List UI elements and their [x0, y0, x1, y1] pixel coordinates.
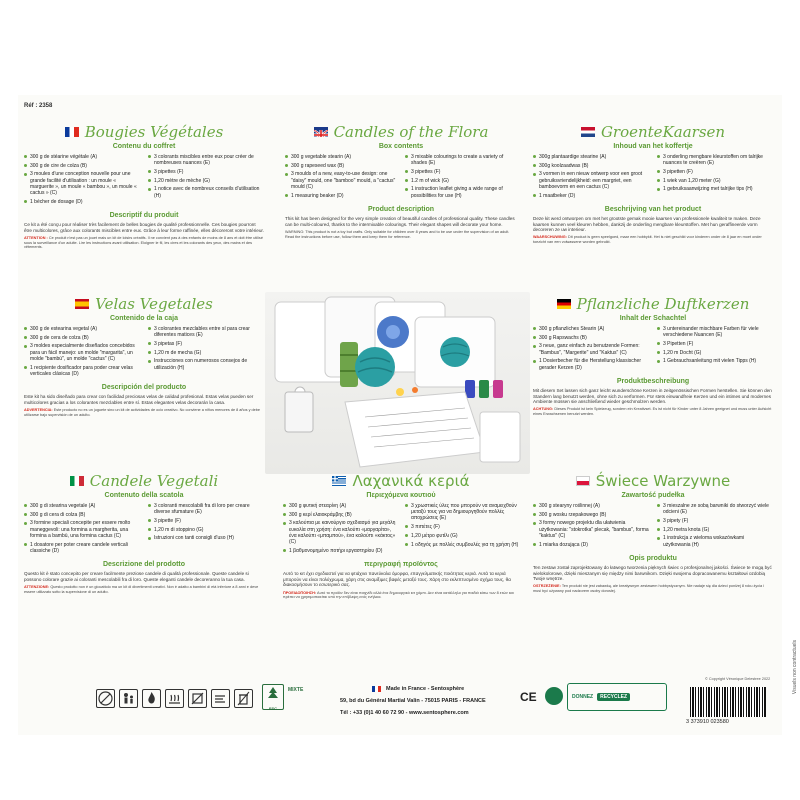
poland-flag-icon — [576, 476, 590, 486]
list-item: 300 g rapeseed wax (B) — [285, 163, 397, 169]
list-item: 300 g stearyny roślinnej (A) — [533, 503, 649, 509]
hot-surface-icon — [165, 689, 184, 708]
section-title: Candele Vegetali — [89, 472, 219, 490]
warning-label: OSTRZEŻENIE: — [533, 584, 561, 589]
recycle-badge — [567, 683, 667, 711]
list-item: 300g plantaardige stearine (A) — [533, 154, 649, 160]
description-text: Αυτό το κιτ έχει σχεδιαστεί για να φτιάχνει πανεύκολα όμορφα, επαγγελματικής ποιότητας κεριά. Αυτά τα κεριά μπορούν να είναι πολύχρωμα, χάρη στις αναμίξιμες βαφές μεταξύ τους. Χάρη στο εκλεπτυσμένο σχήμα τους, θα διακοσμήσουν το εσωτερικό σας. — [283, 571, 511, 588]
section-french — [24, 123, 264, 250]
description-heading: Descrizione del prodotto — [102, 561, 186, 569]
contents-list-left — [533, 326, 649, 373]
contact-line: Tél : +33 (0)1 40 60 72 90 - www.sentosphere.com — [340, 710, 469, 716]
contents-list-left — [533, 503, 649, 550]
description-text: Ten zestaw został zaprojektowany do łatwego tworzenia pięknych świec o profesjonalnej jakości. Świece te mogą być wielokolorowe, dzięki mieszanym się między nimi barwnikom. Dzięki swojemu dopracowanemu kształtowi ozdobią Twoje wnętrze. — [533, 565, 772, 582]
warning-body: Dit product is geen speelgoed, maar een hobbykit. Het is niet geschikt voor kinderen onder de 8 jaar en moet onder toezicht van een volwassene worden gebruikt. — [533, 235, 762, 245]
list-item: 3 pipettes (F) — [148, 169, 264, 175]
contents-list-left — [24, 503, 140, 556]
list-item: 300 g wosku rzepakowego (B) — [533, 512, 649, 518]
contents-list-right — [657, 154, 773, 201]
list-item: 1 βαθμονομημένο ποτήρι εργαστηρίου (D) — [283, 548, 397, 554]
product-photo — [265, 292, 530, 474]
list-item: 3 pipetas (F) — [148, 341, 264, 347]
description-heading: Descriptif du produit — [109, 212, 179, 220]
contents-list-right — [148, 503, 264, 556]
warning-text — [283, 591, 519, 600]
list-item: 3 pipety (F) — [657, 518, 773, 524]
contents-list-left — [24, 154, 140, 207]
list-item: 3 neue, ganz einfach zu benutzende Formen: "Bambus", "Margerite" und "Kaktus" (C) — [533, 343, 649, 355]
list-item: 3 moules d'une conception nouvelle pour une grande facilité d'utilisation : un moule « marguerite », un moule « bambou », un moule « cactus » (C) — [24, 171, 140, 196]
contents-heading: Inhoud van het koffertje — [613, 143, 693, 150]
warning-label: ACHTUNG: — [533, 407, 554, 412]
fsc-logo: FSC — [262, 684, 284, 710]
triman-icon — [545, 687, 563, 705]
list-item: 3 mixable colourings to create a variety of shades (E) — [405, 154, 517, 166]
contents-list-right — [657, 503, 773, 550]
section-german — [533, 295, 773, 417]
list-item: 1,20 m de mecha (G) — [148, 350, 264, 356]
section-title: Bougies Végétales — [84, 123, 224, 141]
list-item: 1 recipiente dosificador para poder crear velas verticales clásicas (D) — [24, 365, 140, 377]
recycle-bin-icon — [234, 689, 253, 708]
list-item: 3 pipette (F) — [148, 518, 264, 524]
contents-heading: Περιεχόμενα κουτιού — [366, 492, 436, 499]
copyright-text: © Copyright Véronique Delestree 2022 — [705, 677, 771, 681]
uk-flag-icon — [314, 127, 328, 137]
adult-supervision-icon — [119, 689, 138, 708]
contents-list-right — [148, 154, 264, 207]
description-text: Questo kit è stato concepito per creare facilmente preziose candele di qualità professionale. Queste candele si possono colorare grazie ai coloranti mescolabili fra di loro. Queste eleganti candele decoreranno la tua casa. — [24, 571, 249, 582]
list-item: 1,20 μέτρο φυτίλι (G) — [405, 533, 519, 539]
list-item: 3 χρωστικές ύλες που μπορούν να αναμειχθούν μεταξύ τους για να δημιουργηθούν πολλές αποχρώσεις (E) — [405, 503, 519, 522]
section-spanish — [24, 295, 264, 417]
list-item: 1.2 m of wick (G) — [405, 178, 517, 184]
section-title: Λαχανικά κεριά — [352, 472, 470, 490]
section-title: GroenteKaarsen — [600, 123, 726, 141]
list-item: 3 onderling mengbare kleurstoffen om talrijke nuances te creëren (E) — [657, 154, 773, 166]
list-item: 300g koolzaadwas (B) — [533, 163, 649, 169]
list-item: 300 g Rapswachs (B) — [533, 335, 649, 341]
warning-text — [533, 407, 773, 416]
list-item: 300 g φυτική στεαρίνη (A) — [283, 503, 397, 509]
list-item: 1 instruction leaflet giving a wide range of possibilities for use (H) — [405, 186, 517, 198]
list-item: 3 colorantes mezclables entre sí para crear diferentes matices (E) — [148, 326, 264, 338]
contents-list-left — [285, 154, 397, 201]
warning-label: ΠΡΟΕΙΔΟΠΟΙΗΣΗ: — [283, 590, 317, 595]
list-item: 300 g de cire de colza (B) — [24, 163, 140, 169]
donnez-label: DONNEZ — [572, 694, 594, 700]
list-item: 300 g di cera di colza (B) — [24, 512, 140, 518]
list-item: 300 g pflanzliches Stearin (A) — [533, 326, 649, 332]
list-item: 3 pipetten (F) — [657, 169, 773, 175]
contents-list-left — [283, 503, 397, 556]
contents-heading: Contenido de la caja — [109, 315, 179, 322]
list-item: 300 g vegetable stearin (A) — [285, 154, 397, 160]
list-item: 1 instrukcja z wieloma wskazówkami użytkowania (H) — [657, 535, 773, 547]
warning-body: Questo prodotto non è un giocattolo ma un kit di divertimenti creativi. Non è adatto a bambini di età inferiore a 8 anni e deve essere utilizzato sotto la supervisione di un adulto. — [24, 585, 259, 594]
contents-list-right — [148, 326, 264, 379]
list-item: 1 maatbeker (D) — [533, 193, 649, 199]
warning-body: Dieses Produkt ist kein Spielzeug, sondern ein Kreativset. Es ist nicht für Kinder unter 8 Jahren geeignet und muss unter Aufsicht eines Erwachsenen benutzt werden. — [533, 407, 772, 417]
recyclez-label: RECYCLEZ — [597, 693, 630, 701]
description-text: Deze kit werd ontworpen om met het grootste gemak mooie kaarsen van professionele kwaliteit te maken. Deze kaarsen kunnen veel kleuren hebben, dankzij de onderling mengbare kleurstoffen. Met hun geraffineerde vorm decoreren ze uw interieur. — [533, 216, 761, 233]
section-title: Candles of the Flora — [333, 123, 489, 141]
germany-flag-icon — [557, 299, 571, 309]
description-text: Ce kit a été conçu pour réaliser très facilement de belles bougies de qualité professionnelle. Ces bougies pourront être multicolores, grâce aux colorants miscibles entre eux. Grâce à leur forme raffinée, elles décoreront votre intérieur. — [24, 222, 264, 233]
warning-label: WAARSCHUWING: — [533, 235, 567, 240]
warning-text — [533, 584, 773, 593]
list-item: 3 moldes especialmente diseñados concebidos para un fácil manejo: un molde "margarita", un molde "bambú", un molde "cactus" (C) — [24, 343, 140, 362]
description-text: Este kit ha sido diseñado para crear con facilidad preciosas velas de calidad profesional. Estas velas pueden ser multicolores gracias a los colorantes mezclables entre sí. Estas elegantes velas decorarán la casa. — [24, 394, 254, 405]
warning-text — [24, 408, 264, 417]
netherlands-flag-icon — [581, 127, 595, 137]
contents-list-right — [657, 326, 773, 373]
list-item: 1 dosatore per poter creare candele verticali classiche (D) — [24, 542, 140, 554]
description-heading: Product description — [367, 206, 435, 214]
description-heading: Beschrijving van het product — [604, 206, 702, 214]
list-item: 300 g de cera de colza (B) — [24, 335, 140, 341]
contents-heading: Zawartość pudełka — [621, 492, 685, 499]
list-item: 300 g κερί ελαιοκράμβης (B) — [283, 512, 397, 518]
no-food-icon — [188, 689, 207, 708]
address-line: 59, bd du Général Martial Valin - 75015 PARIS - FRANCE — [340, 698, 486, 704]
list-item: 1,20 metra knota (G) — [657, 527, 773, 533]
section-dutch — [533, 123, 773, 245]
warning-body: Ten produkt nie jest zabawką, ale kreatywnym zestawem hobbystycznym. Nie nadaje się dla dzieci poniżej 8 roku życia i musi być używany pod nadzorem osoby dorosłej. — [533, 584, 765, 594]
list-item: Istruzioni con tanti consigli d'uso (H) — [148, 535, 264, 541]
contents-heading: Contenu du coffret — [112, 143, 176, 150]
description-heading: περιγραφή προϊόντος — [364, 561, 438, 569]
section-english — [285, 123, 517, 239]
list-item: 300 g de estearina vegetal (A) — [24, 326, 140, 332]
flame-warning-icon — [142, 689, 161, 708]
warning-label: ADVERTENCIA: — [24, 408, 53, 413]
section-title: Pflanzliche Duftkerzen — [576, 295, 750, 313]
warning-text — [285, 230, 517, 239]
warning-label: ATTENTION : — [24, 236, 48, 241]
list-item: 3 mieszalne ze sobą barwniki do stworzyć wiele odcieni (E) — [657, 503, 773, 515]
warning-text — [24, 236, 264, 250]
list-item: 300 g de stéarine végétale (A) — [24, 154, 140, 160]
france-flag-icon — [65, 127, 79, 137]
list-item: 1 miarka dozująca (D) — [533, 542, 649, 548]
list-item: 1 wiek van 1,20 meter (G) — [657, 178, 773, 184]
barcode-number: 3 373910 023580 — [686, 719, 729, 725]
list-item: 1 bécher de dosage (D) — [24, 199, 140, 205]
warning-label: ATTENZIONE: — [24, 585, 50, 590]
spain-flag-icon — [75, 299, 89, 309]
ce-mark-icon: CE — [520, 690, 537, 704]
section-italian — [24, 472, 264, 594]
list-item: 3 pipettes (F) — [405, 169, 517, 175]
greece-flag-icon — [332, 476, 346, 486]
list-item: 3 colorants miscibles entre eux pour créer de nombreuses nuances (E) — [148, 154, 264, 166]
warning-body: Αυτό το προϊόν δεν είναι παιχνίδι αλλά ένα δημιουργικό κιτ χόμπι. Δεν είναι κατάλληλο για παιδιά κάτω των 8 ετών και πρέπει να χρησιμοποιείται υπό την επίβλεψη ενός ενήλικα. — [283, 590, 514, 600]
description-heading: Produktbeschreibung — [616, 378, 690, 386]
contents-heading: Inhalt der Schachtel — [619, 315, 687, 322]
description-text: This kit has been designed for the very simple creation of beautiful candles of professional quality. These candles can be multi-coloured, thanks to the intermixable colourings. Their elegant shapes will decorate your home. — [285, 216, 515, 227]
contents-heading: Box contents — [378, 143, 424, 150]
list-item: 1 notice avec de nombreux conseils d'utilisation (H) — [148, 186, 264, 198]
warning-body: Ce produit n'est pas un jouet mais un kit de loisirs créatifs. Il ne convient pas à des enfants de moins de 8 ans et doit être utilisé sous la surveillance d'un adulte. Lire les instructions avant utilisation. Eloigner le fil, les cires et les colorants des yeux, des mains et des vêtements. — [24, 236, 263, 250]
description-text: Mit diesem Set lassen sich ganz leicht wunderschöne Kerzen in zeitgenössischen Formen herstellen. Sie können den Standern lang benutzt werden, ohne sich zu verformen. Für stets einwandfreie Kerzen und ein intimes und modernes Ambiente müssen sie anschließend wieder geschmolzen werden. — [533, 388, 772, 405]
section-greek — [283, 472, 519, 600]
list-item: 3 formine speciali concepite per essere molto maneggevoli: una formina a margherita, una formina a bambù, una formina cactus (C) — [24, 520, 140, 539]
vertical-disclaimer: Visuels non contractuels — [792, 640, 798, 695]
fsc-mix-label: MIXTE — [288, 687, 304, 693]
contents-list-left — [533, 154, 649, 201]
warning-text — [533, 235, 773, 244]
contents-list-left — [24, 326, 140, 379]
list-item: Instrucciones con numerosos consejos de utilización (H) — [148, 358, 264, 370]
list-item: 3 moulds of a new, easy-to-use design: one "daisy" mould, one "bamboo" mould, a "cactus" mould (C) — [285, 171, 397, 190]
warning-body: WARNING: This product is not a toy but crafts. Only suitable for children over 8 years and to be use under the supervision of an adult. Read the instructions before use, follow them and keep them for reference. — [285, 230, 510, 239]
kit-contents-illustration — [265, 292, 530, 474]
list-item: 1,20 mètre de mèche (G) — [148, 178, 264, 184]
warning-body: Este producto no es un juguete sino un kit de actividades de ocio creativo. No conviene a niños menores de 8 años y debe utilizarse bajo supervisión de un adulto. — [24, 408, 260, 417]
barcode — [690, 687, 766, 717]
section-polish — [533, 472, 773, 594]
list-item: 1,20 m di stoppino (G) — [148, 527, 264, 533]
section-title: Velas Vegetales — [95, 295, 213, 313]
made-in-label: Made in France - Sentosphère — [386, 686, 465, 692]
italy-flag-icon — [70, 476, 84, 486]
list-item: 1 Dosierbecher für die Herstellung klassischer gerader Kerzen (D) — [533, 358, 649, 370]
list-item: 1 measuring beaker (D) — [285, 193, 397, 199]
list-item: 1 Gebrauchsanleitung mit vielen Tipps (H) — [657, 358, 773, 364]
description-heading: Descripción del producto — [101, 384, 187, 392]
list-item: 3 πιπέτες (F) — [405, 524, 519, 530]
ventilation-icon — [211, 689, 230, 708]
warning-text — [24, 585, 264, 594]
list-item: 3 vormen in een nieuw ontwerp voor een groot gebruiksvriendelijkheid: een margriet, een bamboevorm en een cactus (C) — [533, 171, 649, 190]
france-flag-small-icon — [372, 686, 381, 692]
list-item: 3 untereinander mischbare Farben für viele verschiedene Nuancen (E) — [657, 326, 773, 338]
contents-list-right — [405, 154, 517, 201]
list-item: 3 formy nowego projektu dla ułatwienia użytkowania: "stokrotka" plecak, "bambus", forma "kaktus" (C) — [533, 520, 649, 539]
contents-list-right — [405, 503, 519, 556]
list-item: 1 gebruiksaanwijzing met talrijke tips (H) — [657, 186, 773, 192]
list-item: 3 coloranti mescolabili fra di loro per creare diverse sfumature (E) — [148, 503, 264, 515]
list-item: 300 g di stearina vegetale (A) — [24, 503, 140, 509]
age-warning-icon — [96, 689, 115, 708]
list-item: 1 οδηγός με πολλές συμβουλές για τη χρήση (H) — [405, 542, 519, 548]
list-item: 3 καλούπια με καινούργιο σχεδιασμό για μεγάλη ευκολία στη χρήση: ένα καλούπι «μαργαρίτα», ένα καλούπι «μπαμπού», ένα καλούπι «κάκτος» (C) — [283, 520, 397, 545]
section-title: Świece Warzywne — [595, 472, 731, 490]
list-item: 1,20 m Docht (G) — [657, 350, 773, 356]
description-heading: Opis produktu — [629, 555, 677, 563]
list-item: 3 Pipetten (F) — [657, 341, 773, 347]
reference-number: Réf : 2358 — [24, 103, 53, 109]
contents-heading: Contenuto della scatola — [104, 492, 184, 499]
